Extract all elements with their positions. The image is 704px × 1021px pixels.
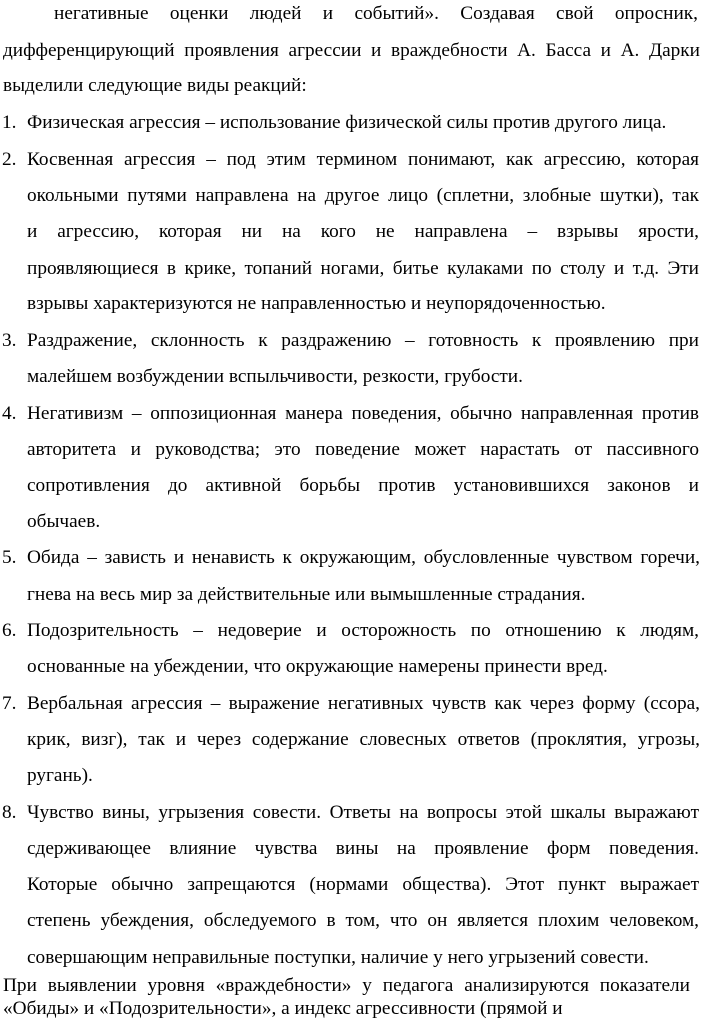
text-line: проявляющиеся в крике, топаний ногами, битье кулаками по столу и т.д. Эти <box>27 258 699 279</box>
text-line: Обида – зависть и ненависть к окружающим, обусловленные чувством горечи, <box>27 547 700 568</box>
list-item-number: 2. <box>2 149 17 170</box>
text-line: Косвенная агрессия – под этим термином понимают, как агрессию, которая <box>27 149 699 170</box>
text-line: взрывы характеризуются не направленностью и неупорядоченностью. <box>27 293 606 314</box>
text-line: Чувство вины, угрызения совести. Ответы на вопросы этой шкалы выражают <box>27 802 699 823</box>
text-line: ругань). <box>27 765 93 786</box>
text-line: Физическая агрессия – использование физической силы против другого лица. <box>27 112 667 133</box>
text-line: Раздражение, склонность к раздражению – готовность к проявлению при <box>27 330 699 351</box>
list-item-number: 7. <box>2 693 17 714</box>
text-line: и агрессию, которая ни на кого не направлена – взрывы ярости, <box>27 221 699 242</box>
text-line: авторитета и руководства; это поведение может нарастать от пассивного <box>27 439 699 460</box>
text-line: окольными путями направлена на другое лицо (сплетни, злобные шутки), так <box>27 185 699 206</box>
list-item-number: 6. <box>2 620 17 641</box>
text-line: степень убеждения, обследуемого в том, что он является плохим человеком, <box>27 910 699 931</box>
text-line: негативные оценки людей и событий». Создавая свой опросник, <box>54 3 698 24</box>
text-line: гнева на весь мир за действительные или вымышленные страдания. <box>27 584 586 605</box>
text-line: сдерживающее влияние чувства вины на проявление форм поведения. <box>27 838 699 859</box>
text-line: Которые обычно запрещаются (нормами общества). Этот пункт выражает <box>27 874 699 895</box>
list-item-number: 4. <box>2 403 17 424</box>
text-line: основанные на убеждении, что окружающие намерены принести вред. <box>27 656 608 677</box>
list-item-number: 5. <box>2 547 17 568</box>
text-line: крик, визг), так и через содержание словесных ответов (проклятия, угрозы, <box>27 729 700 750</box>
list-item-number: 1. <box>2 112 17 133</box>
text-line: сопротивления до активной борьбы против установившихся законов и <box>27 475 699 496</box>
text-line: Негативизм – оппозиционная манера поведения, обычно направленная против <box>27 403 699 424</box>
text-line: обычаев. <box>27 511 101 532</box>
text-line: «Обиды» и «Подозрительности», а индекс агрессивности (прямой и <box>3 998 563 1019</box>
text-line: совершающим неправильные поступки, наличие у него угрызений совести. <box>27 947 649 968</box>
text-line: При выявлении уровня «враждебности» у педагога анализируются показатели <box>3 975 690 996</box>
text-line: выделили следующие виды реакций: <box>3 75 307 96</box>
text-line: малейшем возбуждении вспыльчивости, резкости, грубости. <box>27 366 523 387</box>
list-item-number: 8. <box>2 802 17 823</box>
text-line: Подозрительность – недоверие и осторожность по отношению к людям, <box>27 620 699 641</box>
list-item-number: 3. <box>2 330 17 351</box>
text-line: дифференцирующий проявления агрессии и враждебности А. Басса и А. Дарки <box>3 40 700 61</box>
text-line: Вербальная агрессия – выражение негативных чувств как через форму (ссора, <box>27 693 700 714</box>
